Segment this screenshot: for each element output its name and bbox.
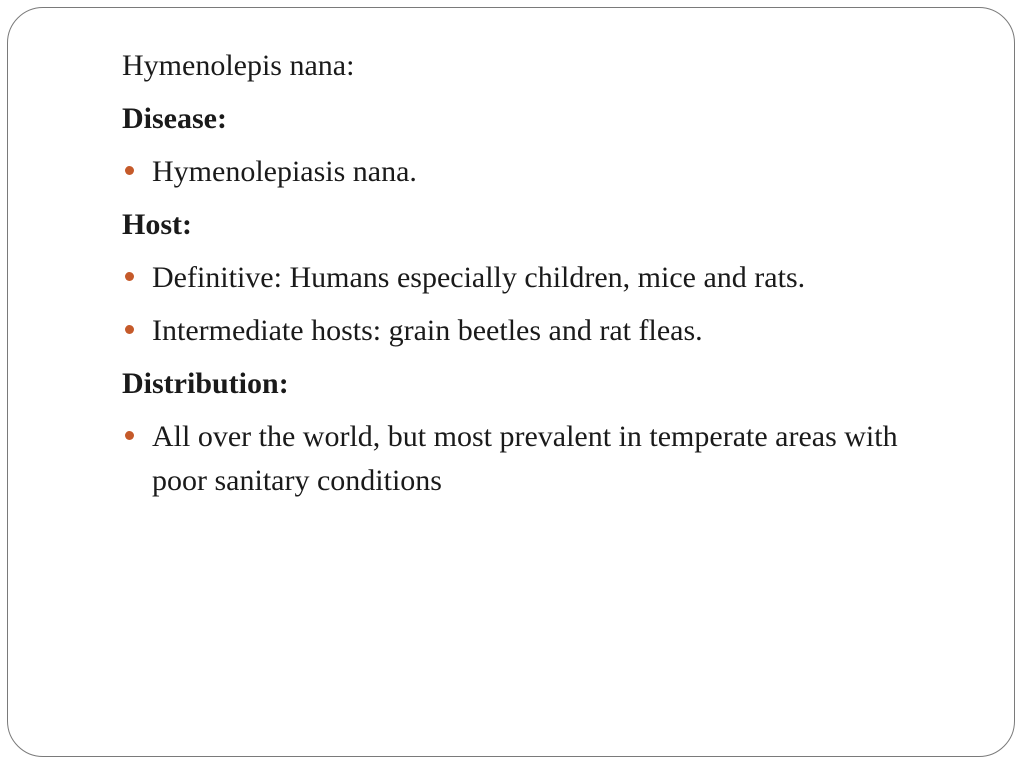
distribution-item-text: All over the world, but most prevalent in temperate areas with poor sanitary conditions xyxy=(152,420,898,497)
host-intermediate-text: Intermediate hosts: grain beetles and rat fleas. xyxy=(152,314,703,347)
bullet-icon xyxy=(125,272,134,281)
host-heading: Host: xyxy=(122,208,192,241)
distribution-heading: Distribution: xyxy=(122,367,289,400)
list-item xyxy=(122,150,942,203)
bullet-icon xyxy=(125,166,134,175)
bullet-icon xyxy=(125,325,134,334)
list-item xyxy=(122,309,942,362)
slide-content xyxy=(122,44,942,503)
host-definitive-text: Definitive: Humans especially children, mice and rats. xyxy=(152,261,806,294)
disease-heading: Disease: xyxy=(122,102,227,135)
list-item xyxy=(122,256,942,309)
disease-item-text: Hymenolepiasis nana. xyxy=(152,155,417,188)
slide-frame xyxy=(7,7,1015,757)
slide-title: Hymenolepis nana: xyxy=(122,49,355,82)
bullet-icon xyxy=(125,431,134,440)
list-item xyxy=(122,415,952,503)
